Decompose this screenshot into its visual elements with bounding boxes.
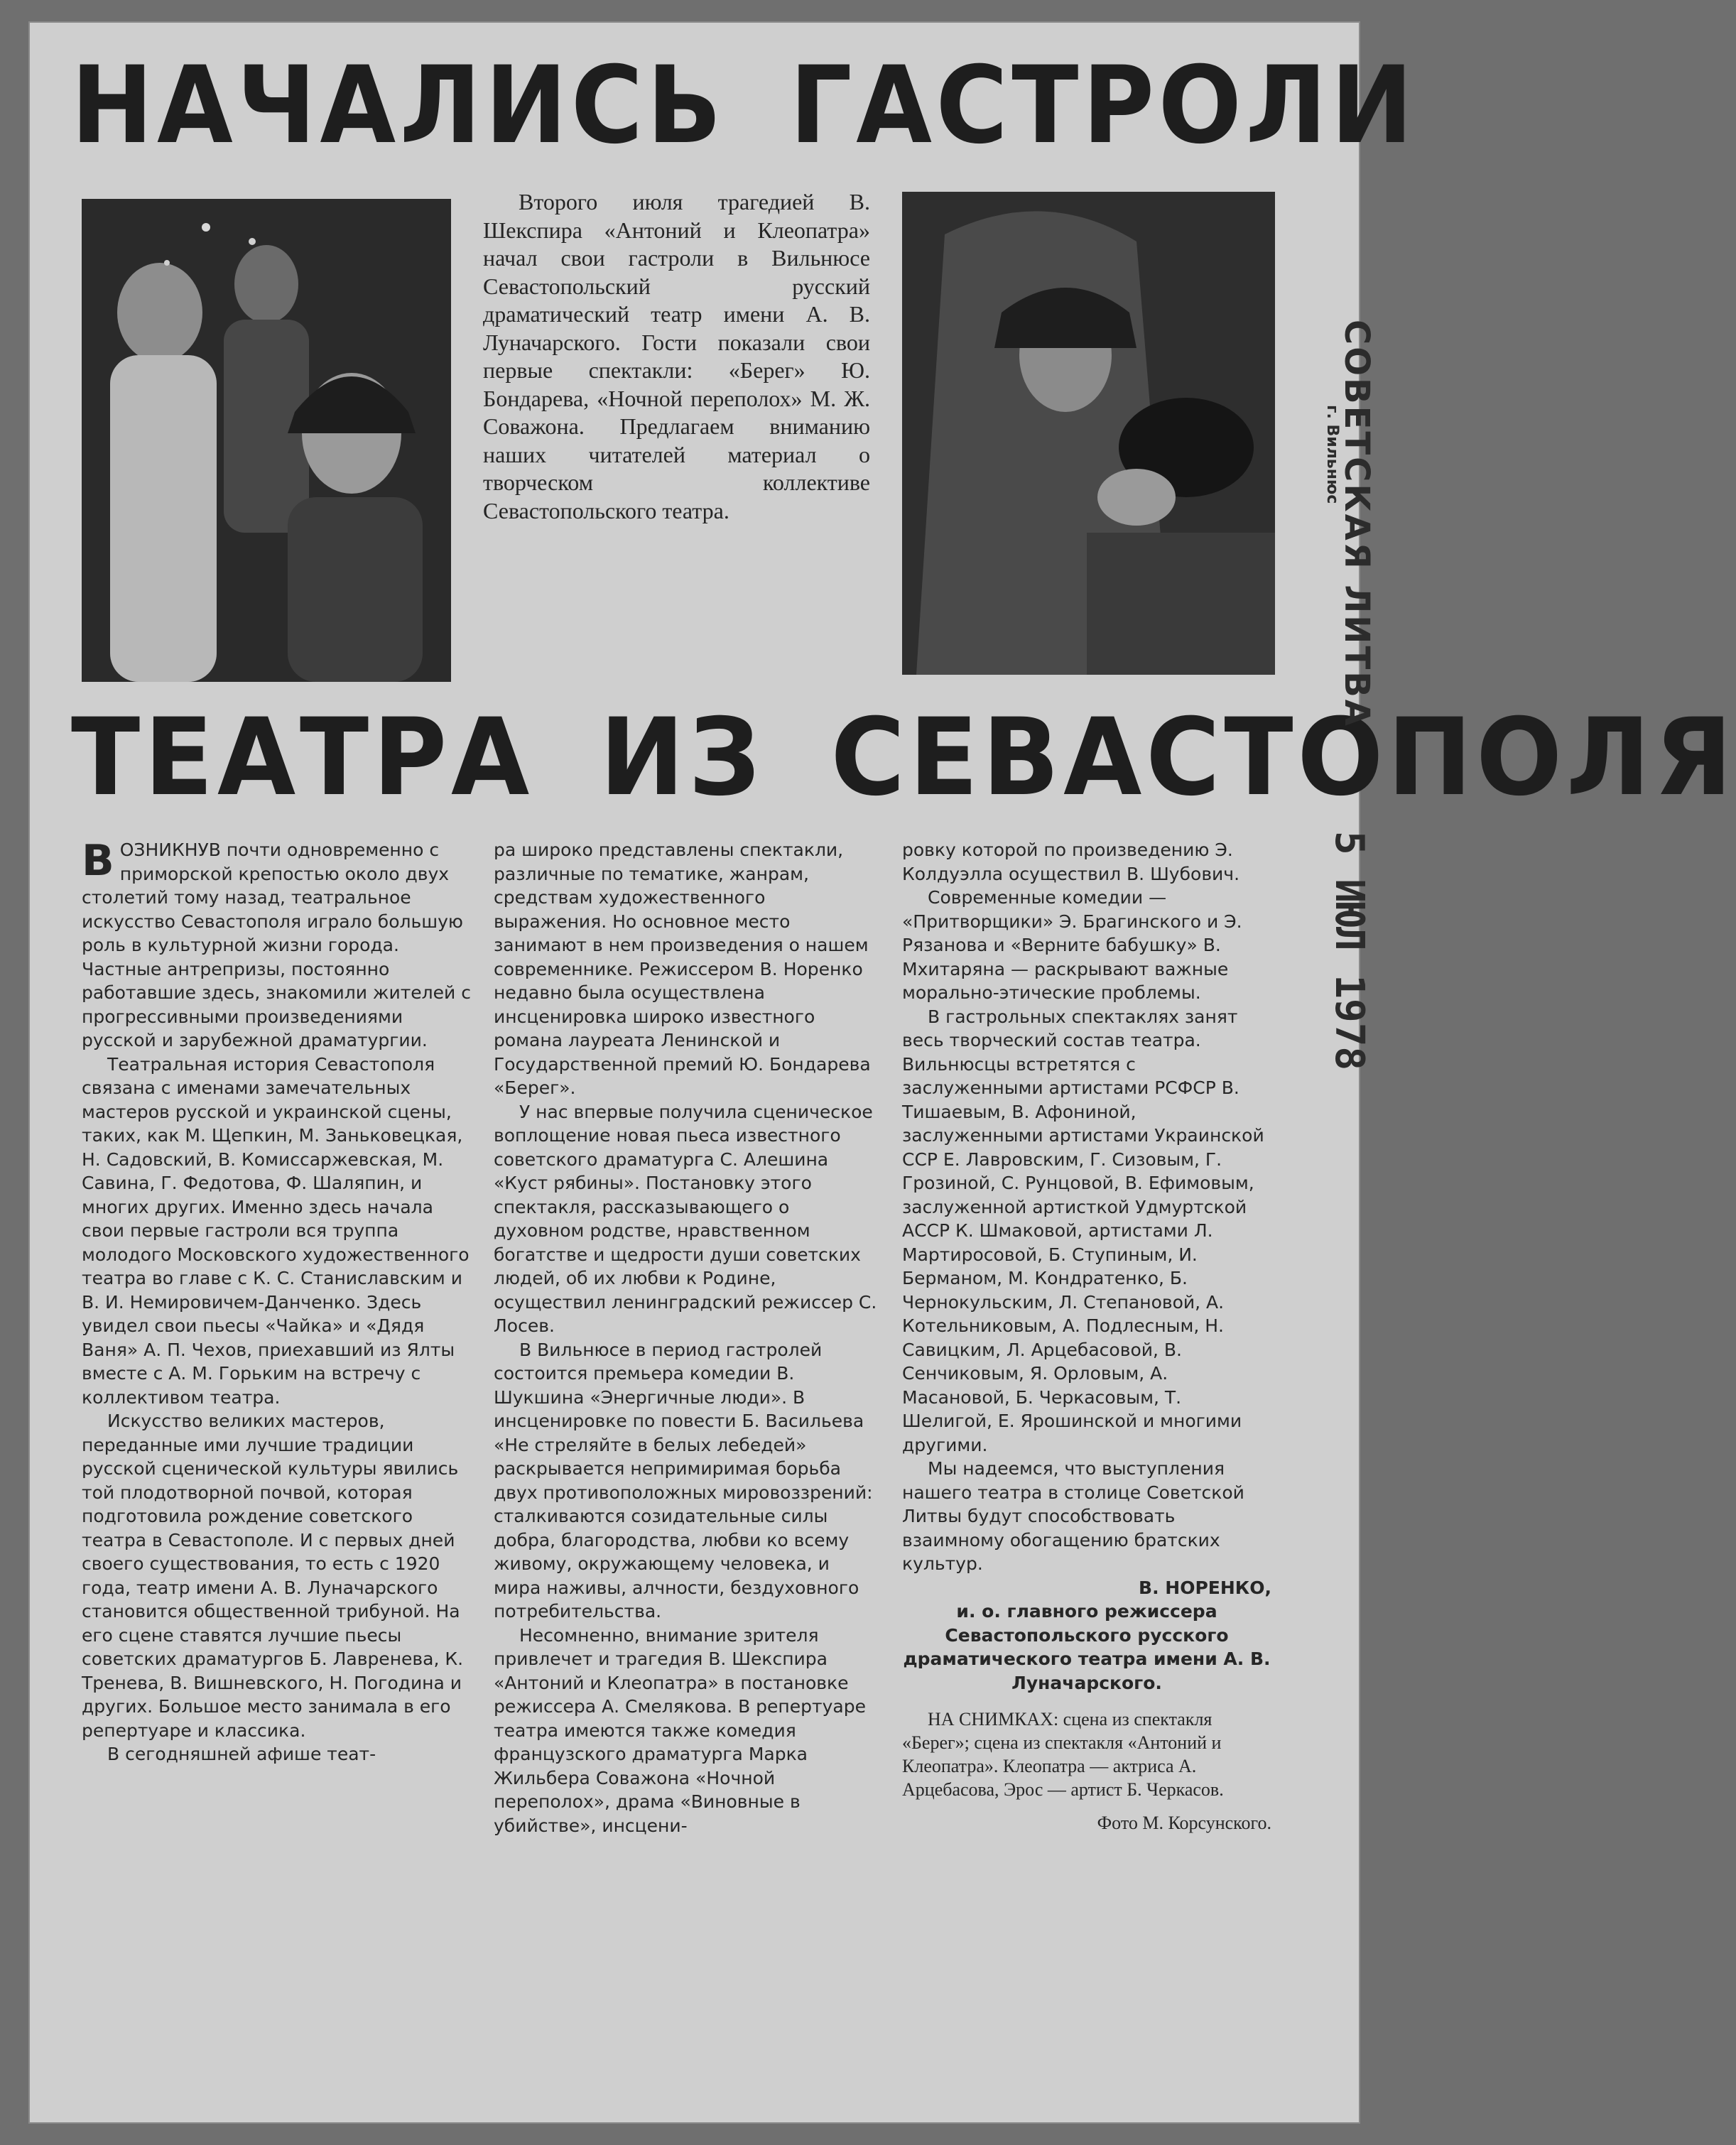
paragraph-text: ОЗНИКНУВ почти одновременно с приморской крепостью около двух столетий тому назад, театральное искусство Севастополя играло большую роль в культурной жизни города. Частные антрепризы, постоянно работавшие здесь, знакомили жителей с прогрессивными произведениями русской и зарубежной драматургии. (82, 840, 471, 1050)
paragraph: В Вильнюсе в период гастролей состоится премьера комедии В. Шукшина «Энергичные люди». В инсценировке по повести Б. Васильева «Не стреляйте в белых лебедей» раскрывается непримиримая борьба двух противоположных мировоззрений: сталкиваются созидательные силы добра, благородства, любви ко всему живому, окружающему человека, и мира наживы, алчности, бездуховного потребительства. (494, 1339, 873, 1622)
article-column-1 (82, 838, 472, 1766)
headline-bottom: ТЕАТРА ИЗ СЕВАСТОПОЛЯ (71, 696, 1736, 820)
paragraph (82, 838, 472, 1053)
article-column-2 (494, 838, 881, 1837)
paragraph: Мы надеемся, что выступления нашего театра в столице Советской Литвы будут способствовать взаимному обогащению братских культур. (902, 1458, 1244, 1574)
paragraph: Несомненно, внимание зрителя привлечет и трагедия В. Шекспира «Антоний и Клеопатра» в постановке режиссера А. Смелякова. В репертуаре театра имеются также комедия французского драматурга Марка Жильбера Соважона «Ночной переполох», драма «Виновные в убийстве», инсцени- (494, 1624, 866, 1836)
photo-scene-antony-cleopatra (902, 192, 1275, 675)
photo-credit: Фото М. Корсунского. (1097, 1813, 1271, 1833)
headline-top: НАЧАЛИСЬ ГАСТРОЛИ (71, 44, 1417, 168)
photo-caption: НА СНИМКАХ: сцена из спектакля «Берег»; сцена из спектакля «Антоний и Клеопатра». Клеопатра — актриса А. Арцебасова, Эрос — артист Б. Черкасов. (902, 1709, 1224, 1800)
drop-cap: В (82, 836, 114, 886)
author-name: В. НОРЕНКО, (1139, 1577, 1271, 1598)
paragraph: Театральная история Севастополя связана с именами замечательных мастеров русской и украинской сцены, таких, как М. Щепкин, М. Заньковецкая, Н. Садовский, В. Комиссаржевская, М. Савина, Г. Федотова, Ф. Шаляпин, и многих других. Именно здесь начала свои первые гастроли вся труппа молодого Московского художественного театра во главе с К. С. Станиславским и В. И. Немировичем-Данченко. Здесь увидел свои пьесы «Чайка» и «Дядя Ваня» А. П. Чехов, приехавший из Ялты вместе с А. М. Горьким на встречу с коллективом театра. (82, 1053, 470, 1408)
paragraph: Современные комедии — «Притворщики» Э. Брагинского и Э. Рязанова и «Верните бабушку» В. Мхитаряна — раскрывают важные морально-этические проблемы. (902, 887, 1242, 1003)
paragraph: У нас впервые получила сценическое воплощение новая пьеса известного советского драматурга С. Алешина «Куст рябины». Постановку этого спектакля, рассказывающего о духовном родстве, нравственном богатстве и щедрости души советских людей, об их любви к Родине, осуществил ленинградский режиссер С. Лосев. (494, 1101, 877, 1336)
article-column-3 (902, 838, 1271, 1835)
paragraph: В гастрольных спектаклях занят весь творческий состав театра. Вильнюсцы встретятся с заслуженными артистами РСФСР В. Тишаевым, В. Афониной, заслуженными артистами Украинской ССР Е. Лавровским, Г. Сизовым, Г. Грозиной, С. Рунцовой, В. Ефимовым, заслуженной артисткой Удмуртской АССР К. Шмаковой, артистами Л. Мартиросовой, Б. Ступиным, И. Берманом, М. Кондратенко, Б. Чернокульским, Л. Степановой, А. Котельниковым, А. Подлесным, Н. Савицким, Л. Арцебасовой, В. Сенчиковым, Я. Орловым, А. Масановой, Б. Черкасовым, Т. Шелигой, Е. Ярошинской и многими другими. (902, 1006, 1264, 1455)
newspaper-name: СОВЕТСКАЯ ЛИТВА (1337, 320, 1377, 728)
paragraph: В сегодняшней афише теат- (107, 1744, 376, 1764)
photo-scene-bereg (82, 199, 451, 682)
intro-lead (483, 188, 870, 525)
newspaper-stamp (1293, 305, 1378, 1229)
paragraph: ровку которой по произведению Э. Колдуэлла осуществил В. Шубович. (902, 840, 1240, 884)
paragraph: Искусство великих мастеров, переданные ими лучшие традиции русской сценической культуры явились той плодотворной почвой, которая подготовила рождение советского театра в Севастополе. И с первых дней своего существования, то есть с 1920 года, театр имени А. В. Луначарского становится общественной трибуной. На его сцене ставятся лучшие пьесы советских драматургов Б. Лавренева, К. Тренева, В. Вишневского, Н. Погодина и других. Большое место занимала в его репертуаре и классика. (82, 1411, 464, 1741)
issue-date: 5 ИЮЛ 1978 (1326, 831, 1372, 1071)
paragraph: ра широко представлены спектакли, различные по тематике, жанрам, средствам художественного выражения. Но основное место занимают в нем произведения о нашем современнике. Режиссером В. Норенко недавно была осуществлена инсценировка широко известного романа лауреата Ленинской и Государственной премий Ю. Бондарева «Берег». (494, 840, 871, 1098)
intro-text: Второго июля трагедией В. Шекспира «Антоний и Клеопатра» начал свои гастроли в Вильнюсе Севастопольский русский драматический театр имени А. В. Луначарского. Гости показали свои первые спектакли: «Берег» Ю. Бондарева, «Ночной переполох» М. Ж. Соважона. Предлагаем вниманию наших читателей материал о творческом коллективе Севастопольского театра. (483, 189, 870, 523)
newspaper-clipping (28, 21, 1736, 2124)
newspaper-city: г. Вильнюс (1323, 405, 1341, 504)
author-title: и. о. главного режиссера Севастопольского русского драматического театра имени А. В. Луначарского. (903, 1601, 1271, 1693)
